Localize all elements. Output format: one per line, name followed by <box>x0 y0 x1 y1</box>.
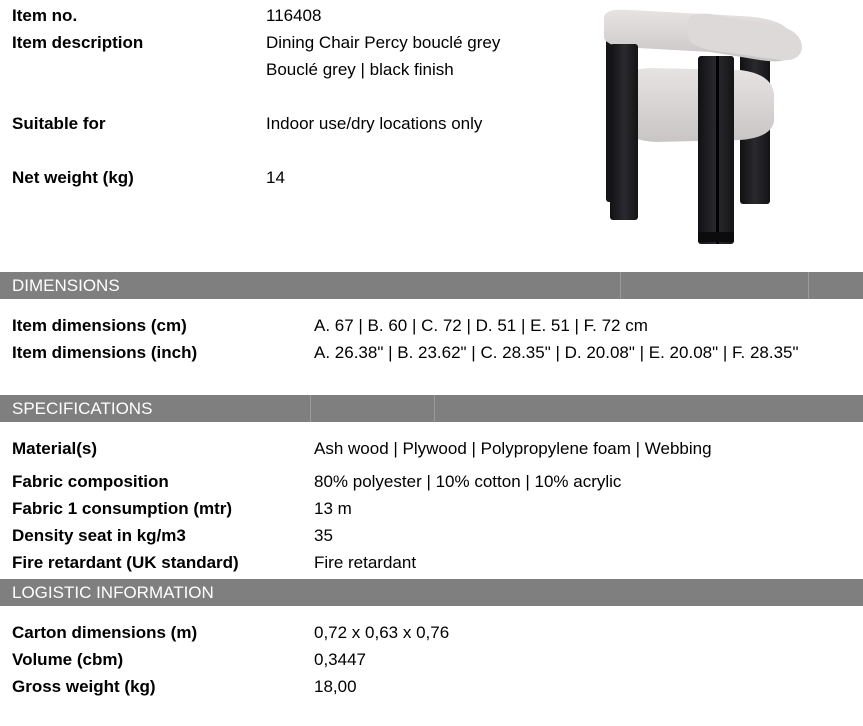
item-dimensions-cm-label: Item dimensions (cm) <box>12 316 187 335</box>
suitable-for-value: Indoor use/dry locations only <box>266 114 483 133</box>
dimensions-title: DIMENSIONS <box>12 276 120 295</box>
bar-divider <box>310 395 311 422</box>
specifications-section-header <box>0 395 863 422</box>
suitable-for-label: Suitable for <box>12 114 106 133</box>
materials-value: Ash wood | Plywood | Polypropylene foam | Webbing <box>314 439 712 458</box>
chair-product-image <box>590 4 830 250</box>
dimensions-section-header <box>0 272 863 299</box>
item-dimensions-cm-value: A. 67 | B. 60 | C. 72 | D. 51 | E. 51 | F. 72 cm <box>314 316 648 335</box>
fabric-composition-label: Fabric composition <box>12 472 169 491</box>
net-weight-label: Net weight (kg) <box>12 168 134 187</box>
item-dimensions-inch-label: Item dimensions (inch) <box>12 343 198 362</box>
bar-divider <box>620 272 621 299</box>
fabric-consumption-label: Fabric 1 consumption (mtr) <box>12 499 233 518</box>
specifications-title: SPECIFICATIONS <box>12 399 153 418</box>
fabric-consumption-value: 13 m <box>314 499 352 518</box>
carton-dimensions-label: Carton dimensions (m) <box>12 623 198 642</box>
materials-label: Material(s) <box>12 439 98 458</box>
item-description-line2: Bouclé grey | black finish <box>266 60 454 79</box>
carton-dimensions-value: 0,72 x 0,63 x 0,76 <box>314 623 450 642</box>
fire-retardant-value: Fire retardant <box>314 553 417 572</box>
density-seat-label: Density seat in kg/m3 <box>12 526 186 545</box>
item-no-label: Item no. <box>12 6 78 25</box>
item-description-label: Item description <box>12 33 144 52</box>
gross-weight-label: Gross weight (kg) <box>12 677 156 696</box>
item-dimensions-inch-value: A. 26.38" | B. 23.62" | C. 28.35" | D. 20.08" | E. 20.08" | F. 28.35" <box>314 343 799 362</box>
gross-weight-value: 18,00 <box>314 677 357 696</box>
item-description-line1: Dining Chair Percy bouclé grey <box>266 33 501 52</box>
bar-divider <box>434 395 435 422</box>
volume-label: Volume (cbm) <box>12 650 124 669</box>
fire-retardant-label: Fire retardant (UK standard) <box>12 553 239 572</box>
bar-divider <box>808 272 809 299</box>
net-weight-value: 14 <box>266 168 285 187</box>
fabric-composition-value: 80% polyester | 10% cotton | 10% acrylic <box>314 472 622 491</box>
logistics-title: LOGISTIC INFORMATION <box>12 583 214 602</box>
density-seat-value: 35 <box>314 526 333 545</box>
item-no-value: 116408 <box>266 6 322 25</box>
logistics-section-header <box>0 579 863 606</box>
volume-value: 0,3447 <box>314 650 366 669</box>
